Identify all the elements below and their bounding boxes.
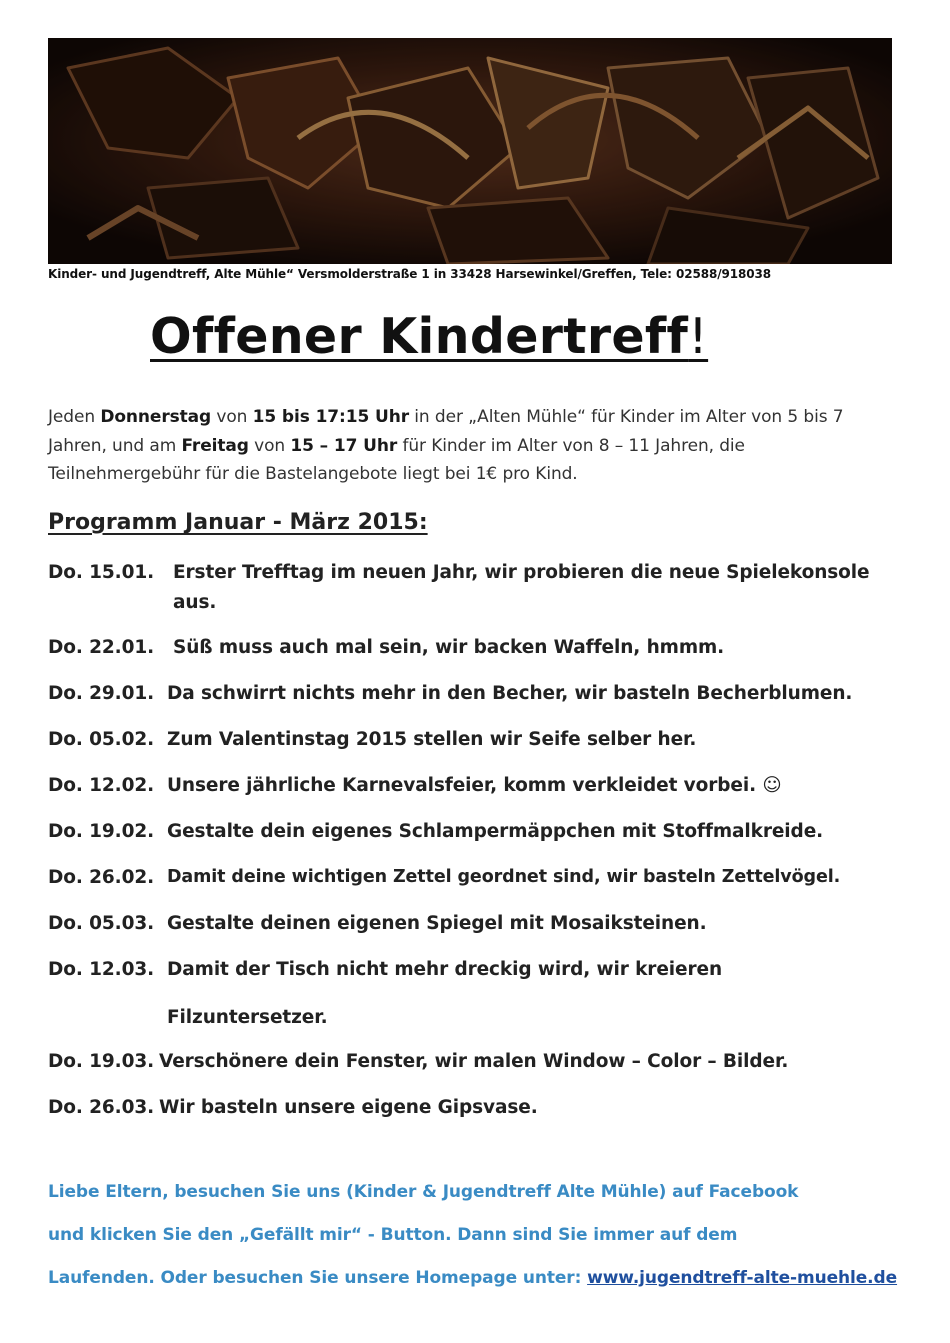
event-item [48,1047,789,1076]
event-date: Do. 22.01. [48,637,155,658]
event-item [48,771,782,800]
intro-text: in der „Alten Mühle“ für Kinder im Alter von 5 bis 7 Jahren, und am [48,407,844,456]
event-date: Do. 29.01. [48,683,155,704]
event-date: Do. 15.01. [48,562,155,583]
event-text: Gestalte deinen eigenen Spiegel mit Mosaiksteinen. [167,913,707,934]
footer-text: Laufenden. Oder besuchen Sie unsere Homepage unter: [48,1268,588,1288]
event-item [48,909,707,938]
footer-line [48,1268,897,1288]
event-date: Do. 26.03. [48,1097,155,1118]
event-text: Damit deine wichtigen Zettel geordnet sind, wir basteln Zettelvögel. [167,867,841,887]
event-date: Do. 12.03. [48,959,155,980]
event-item [48,558,870,613]
event-date: Do. 12.02. [48,775,155,796]
intro-time-friday: 15 – 17 Uhr [290,435,398,456]
event-text-continued: aus. [173,592,217,613]
intro-day-thursday: Donnerstag [100,407,212,427]
title-text: Offener Kindertreff [150,308,689,365]
title-exclamation: ! [688,308,709,365]
page-title [150,305,708,369]
event-text: Da schwirrt nichts mehr in den Becher, wir basteln Becherblumen. [167,683,853,704]
intro-time-thursday: 15 bis 17:15 Uhr [252,407,409,427]
event-text: Zum Valentinstag 2015 stellen wir Seife selber her. [167,729,697,750]
event-date: Do. 26.02. [48,867,155,888]
footer-line: Liebe Eltern, besuchen Sie uns (Kinder & Jugendtreff Alte Mühle) auf Facebook [48,1182,799,1202]
intro-day-friday: Freitag [181,435,249,456]
intro-text: von [211,407,253,427]
event-date: Do. 19.03. [48,1051,155,1072]
intro-text: für Kinder im Alter von 8 – 11 Jahren, die Teilnehmergebühr für die Bastelangebote liegt bei 1€ pro Kind. [48,435,745,484]
intro-text: Jeden [48,407,101,427]
event-text: Verschönere dein Fenster, wir malen Window – Color – Bilder. [159,1051,789,1072]
event-item [48,1093,538,1122]
intro-paragraph [48,403,898,489]
event-date: Do. 05.03. [48,913,155,934]
event-text: Erster Trefftag im neuen Jahr, wir probieren die neue Spielekonsole [173,562,870,583]
event-item [48,725,697,754]
event-text: Wir basteln unsere eigene Gipsvase. [159,1097,538,1118]
event-date: Do. 05.02. [48,729,155,750]
event-item [48,863,841,892]
homepage-link[interactable]: www.jugendtreff-alte-muehle.de [587,1268,898,1288]
event-item [48,955,723,1028]
event-item [48,633,725,662]
graffiti-banner-image [48,38,892,264]
event-text: Damit der Tisch nicht mehr dreckig wird, wir kreieren [167,959,723,980]
intro-text: von [248,435,291,456]
event-text: Gestalte dein eigenes Schlampermäppchen mit Stoffmalkreide. [167,821,824,842]
event-item [48,679,853,708]
program-heading: Programm Januar - März 2015: [48,510,428,535]
event-text-continued: Filzuntersetzer. [167,1007,328,1028]
event-text: Unsere jährliche Karnevalsfeier, komm verkleidet vorbei. ☺ [167,775,782,796]
event-text: Süß muss auch mal sein, wir backen Waffeln, hmmm. [173,637,725,658]
address-line: Kinder- und Jugendtreff, Alte Mühle“ Versmolderstraße 1 in 33428 Harsewinkel/Greffen, Tele: 02588/918038 [48,267,771,281]
event-item [48,817,824,846]
footer-line: und klicken Sie den „Gefällt mir“ - Button. Dann sind Sie immer auf dem [48,1225,738,1245]
event-date: Do. 19.02. [48,821,155,842]
